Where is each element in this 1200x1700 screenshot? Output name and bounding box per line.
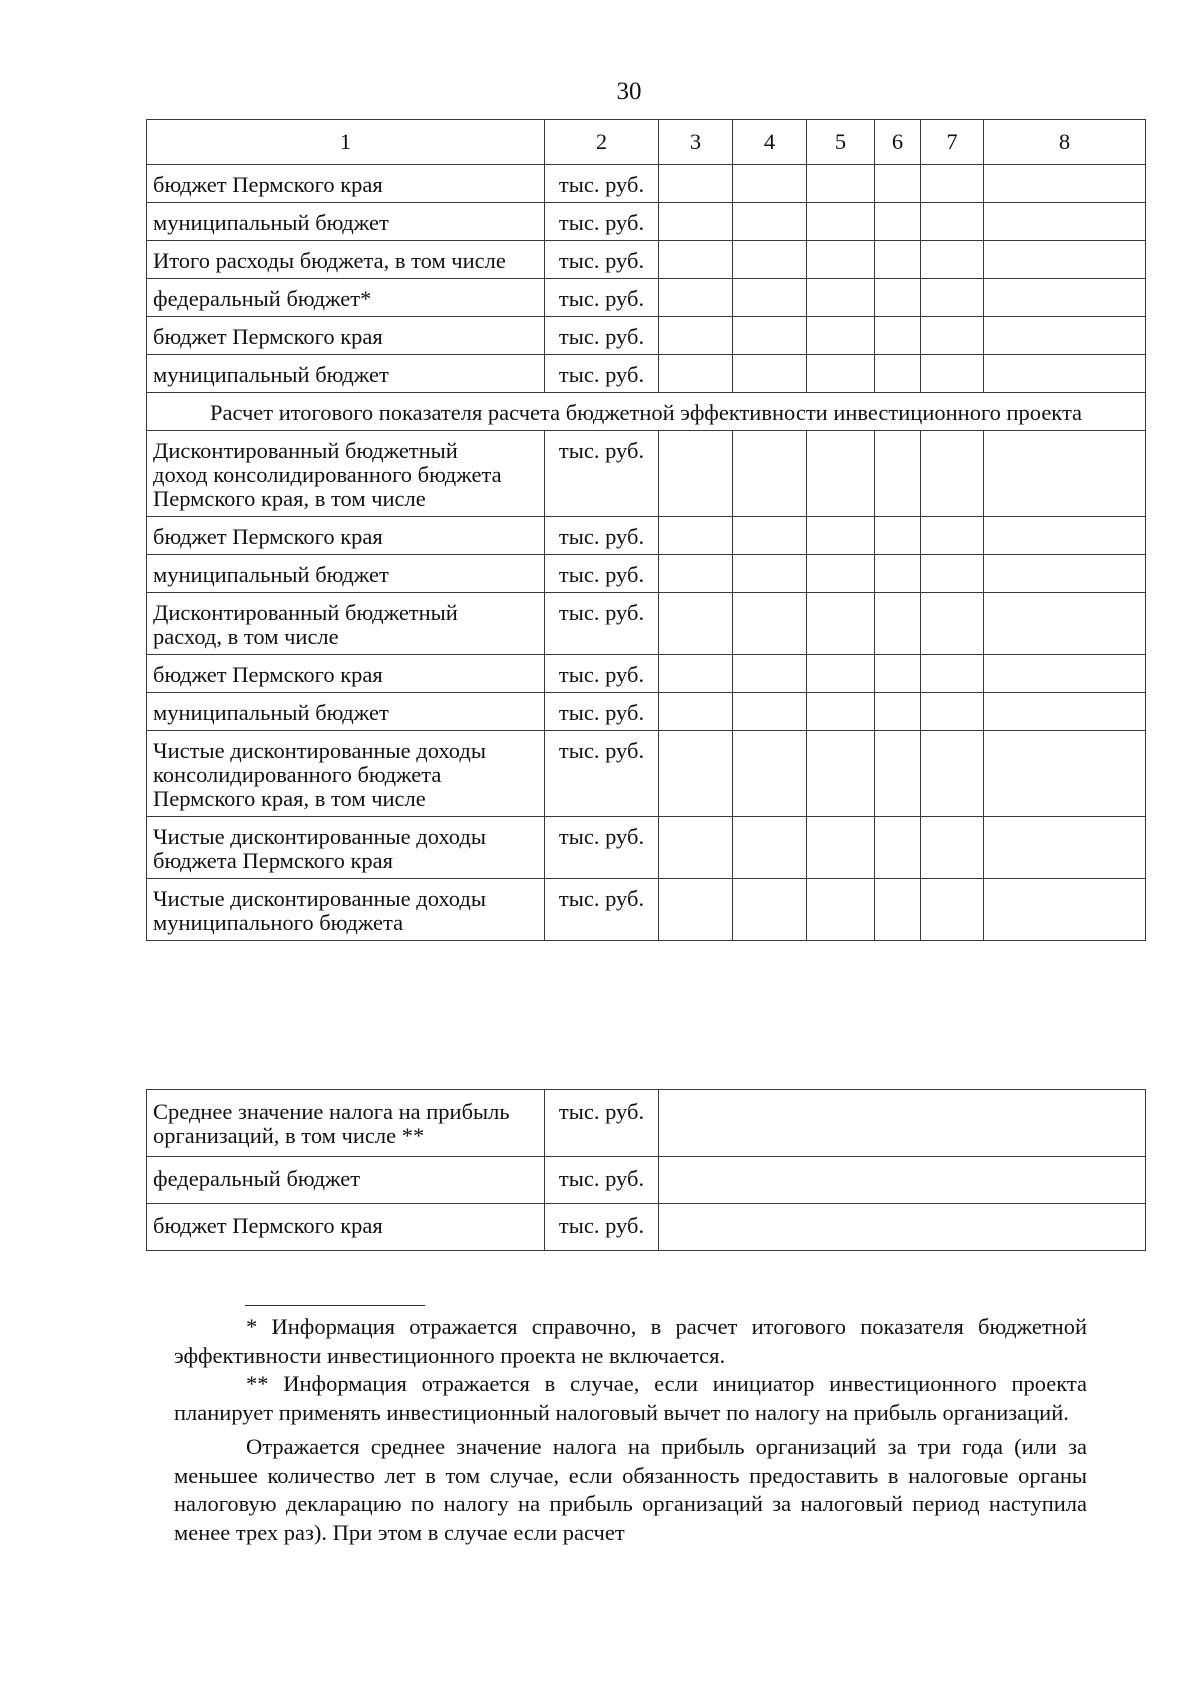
row-label-line: Пермского края, в том числе: [153, 786, 426, 811]
table-row: [147, 693, 1146, 731]
row-label: бюджет Пермского края: [147, 317, 545, 355]
row-label: муниципальный бюджет: [147, 355, 545, 393]
row-label: бюджет Пермского края: [147, 165, 545, 203]
row-unit: тыс. руб.: [545, 731, 659, 817]
row-unit: тыс. руб.: [545, 879, 659, 941]
row-label: муниципальный бюджет: [147, 555, 545, 593]
table-row: [147, 555, 1146, 593]
row-label-line: бюджета Пермского края: [153, 848, 393, 873]
row-label: [147, 879, 545, 941]
column-header: 1: [147, 120, 545, 165]
column-header: 3: [659, 120, 733, 165]
row-unit: тыс. руб.: [545, 1157, 659, 1204]
row-unit: тыс. руб.: [545, 203, 659, 241]
section-title-row: [147, 393, 1146, 431]
row-label-line: доход консолидированного бюджета: [153, 462, 502, 487]
row-unit: тыс. руб.: [545, 431, 659, 517]
row-label: [147, 431, 545, 517]
row-unit: тыс. руб.: [545, 241, 659, 279]
table-row: [147, 355, 1146, 393]
row-unit: тыс. руб.: [545, 517, 659, 555]
row-label-line: Дисконтированный бюджетный: [153, 600, 458, 625]
footnote-separator: [245, 1305, 425, 1306]
row-unit: тыс. руб.: [545, 317, 659, 355]
row-unit: тыс. руб.: [545, 1204, 659, 1251]
table-row: [147, 817, 1146, 879]
column-header: 2: [545, 120, 659, 165]
column-header: 8: [984, 120, 1146, 165]
row-unit: тыс. руб.: [545, 693, 659, 731]
column-header: 5: [807, 120, 875, 165]
row-label: бюджет Пермского края: [147, 655, 545, 693]
row-label: Итого расходы бюджета, в том числе: [147, 241, 545, 279]
footnote-2: ** Информация отражается в случае, если инициатор инвестиционного проекта планирует применять инвестиционный налоговый вычет по налогу на прибыль организаций.: [174, 1371, 1087, 1425]
row-label: бюджет Пермского края: [147, 517, 545, 555]
row-label: [147, 593, 545, 655]
table-row: [147, 517, 1146, 555]
row-unit: тыс. руб.: [545, 593, 659, 655]
footnotes: [174, 1313, 1087, 1547]
table-row: [147, 1157, 1146, 1204]
table-row: [147, 203, 1146, 241]
table-row: [147, 1090, 1146, 1157]
row-label-line: Чистые дисконтированные доходы: [153, 738, 486, 763]
row-label: [147, 817, 545, 879]
table-row: [147, 165, 1146, 203]
row-label: бюджет Пермского края: [147, 1204, 545, 1251]
table-row: [147, 593, 1146, 655]
table-row: [147, 241, 1146, 279]
row-unit: тыс. руб.: [545, 1090, 659, 1157]
table-row: [147, 317, 1146, 355]
row-unit: тыс. руб.: [545, 817, 659, 879]
row-label-line: муниципального бюджета: [153, 910, 404, 935]
row-label: муниципальный бюджет: [147, 693, 545, 731]
row-unit: тыс. руб.: [545, 555, 659, 593]
row-label-line: Пермского края, в том числе: [153, 486, 426, 511]
row-label: федеральный бюджет*: [147, 279, 545, 317]
row-unit: тыс. руб.: [545, 655, 659, 693]
row-label-line: Дисконтированный бюджетный: [153, 438, 458, 463]
body-paragraph: Отражается среднее значение налога на прибыль организаций за три года (или за меньшее количество лет в том случае, если обязанность предоставить в налоговые органы налоговую декларацию по налогу на прибыль организаций за налоговый период наступила менее трех раз). При этом в случае если расчет: [174, 1434, 1087, 1545]
column-header: 7: [921, 120, 984, 165]
row-label-line: организаций, в том числе **: [153, 1123, 425, 1148]
table-row: [147, 655, 1146, 693]
row-unit: тыс. руб.: [545, 279, 659, 317]
page-number: 30: [616, 78, 642, 105]
row-label: [147, 731, 545, 817]
row-unit: тыс. руб.: [545, 355, 659, 393]
row-label: муниципальный бюджет: [147, 203, 545, 241]
section-title: Расчет итогового показателя расчета бюджетной эффективности инвестиционного проекта: [147, 393, 1146, 431]
table-row: [147, 731, 1146, 817]
table-header-row: [147, 120, 1146, 165]
row-label-line: консолидированного бюджета: [153, 762, 442, 787]
row-label-line: Чистые дисконтированные доходы: [153, 824, 486, 849]
table-row: [147, 879, 1146, 941]
row-unit: тыс. руб.: [545, 165, 659, 203]
profit-tax-table: [146, 1089, 1146, 1251]
table-row: [147, 1204, 1146, 1251]
row-label: [147, 1090, 545, 1157]
table-row: [147, 431, 1146, 517]
row-label: федеральный бюджет: [147, 1157, 545, 1204]
row-label-line: Среднее значение налога на прибыль: [153, 1099, 510, 1124]
table-row: [147, 279, 1146, 317]
row-label-line: Чистые дисконтированные доходы: [153, 886, 486, 911]
budget-efficiency-table: [146, 119, 1146, 941]
column-header: 4: [733, 120, 807, 165]
footnote-1: * Информация отражается справочно, в расчет итогового показателя бюджетной эффективности инвестиционного проекта не включается.: [174, 1314, 1087, 1368]
row-label-line: расход, в том числе: [153, 624, 339, 649]
column-header: 6: [875, 120, 921, 165]
